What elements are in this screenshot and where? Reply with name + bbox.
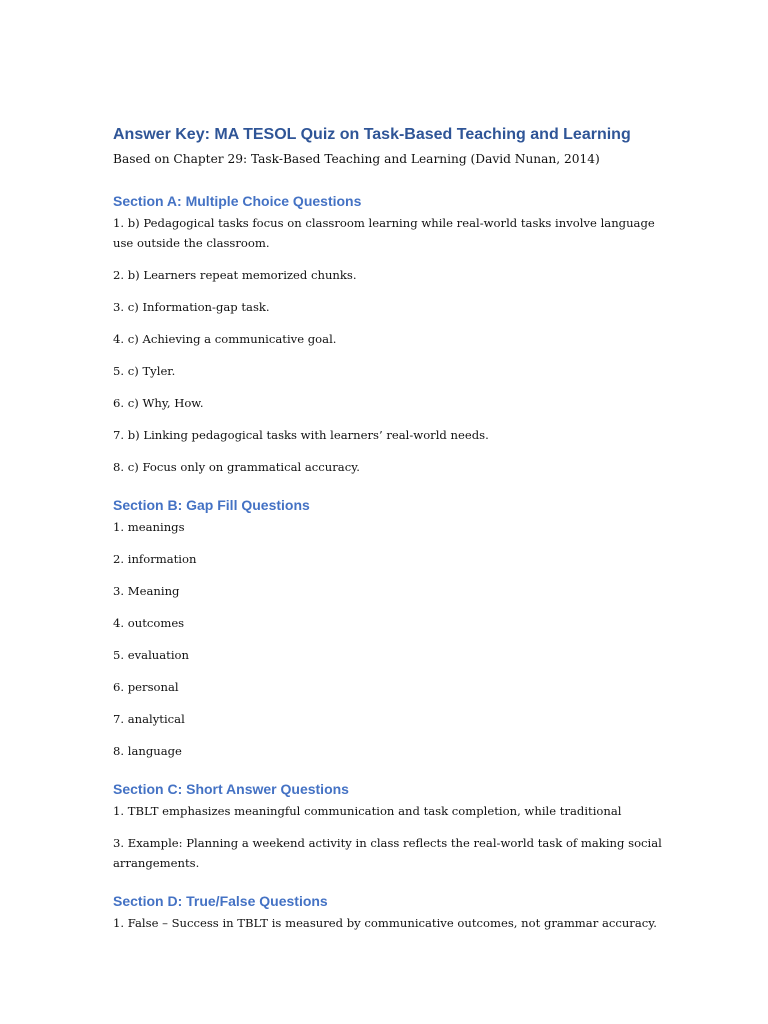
answer-item: 2. information xyxy=(113,552,197,566)
section-a-items xyxy=(113,213,673,477)
answer-item: 1. TBLT emphasizes meaningful communication and task completion, while traditional xyxy=(113,804,622,818)
section-c xyxy=(113,779,673,873)
section-b-items xyxy=(113,517,673,761)
answer-item: 4. c) Achieving a communicative goal. xyxy=(113,332,337,346)
answer-item: 4. outcomes xyxy=(113,616,185,630)
section-c-heading: Section C: Short Answer Questions xyxy=(113,781,349,797)
answer-item: 1. False – Success in TBLT is measured by communicative outcomes, not grammar accuracy. xyxy=(113,916,657,930)
answer-item: 3. Example: Planning a weekend activity in class reflects the real-world task of making social arrangements. xyxy=(113,836,662,870)
document-page xyxy=(113,124,673,933)
section-b-heading: Section B: Gap Fill Questions xyxy=(113,497,310,513)
answer-item: 6. c) Why, How. xyxy=(113,396,204,410)
section-b xyxy=(113,495,673,761)
answer-item: 8. language xyxy=(113,744,182,758)
answer-item: 7. b) Linking pedagogical tasks with learners’ real-world needs. xyxy=(113,428,489,442)
answer-item: 3. c) Information-gap task. xyxy=(113,300,270,314)
section-d xyxy=(113,891,673,933)
answer-item: 6. personal xyxy=(113,680,179,694)
answer-item: 1. meanings xyxy=(113,520,185,534)
answer-item: 3. Meaning xyxy=(113,584,180,598)
document-subtitle: Based on Chapter 29: Task-Based Teaching and Learning (David Nunan, 2014) xyxy=(113,152,600,166)
document-title: Answer Key: MA TESOL Quiz on Task-Based Teaching and Learning xyxy=(113,126,631,143)
section-d-heading: Section D: True/False Questions xyxy=(113,893,328,909)
answer-item: 7. analytical xyxy=(113,712,185,726)
answer-item: 2. b) Learners repeat memorized chunks. xyxy=(113,268,357,282)
answer-item: 1. b) Pedagogical tasks focus on classroom learning while real-world tasks involve language use outside the classroom. xyxy=(113,216,655,250)
section-c-items xyxy=(113,801,673,873)
section-d-items xyxy=(113,913,673,933)
answer-item: 5. c) Tyler. xyxy=(113,364,176,378)
answer-item: 8. c) Focus only on grammatical accuracy. xyxy=(113,460,360,474)
section-a xyxy=(113,191,673,477)
answer-item: 5. evaluation xyxy=(113,648,189,662)
section-a-heading: Section A: Multiple Choice Questions xyxy=(113,193,362,209)
